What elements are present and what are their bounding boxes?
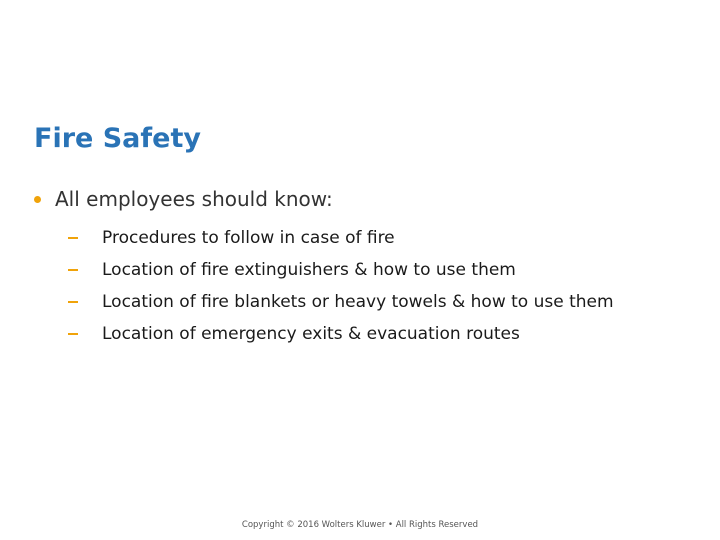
bullet-item	[34, 187, 333, 211]
sub-bullet-item	[68, 222, 614, 254]
sub-bullet-text: Procedures to follow in case of fire	[102, 228, 395, 248]
dash-icon	[68, 301, 78, 303]
dash-icon	[68, 237, 78, 239]
copyright-footer: Copyright © 2016 Wolters Kluwer • All Rights Reserved	[241, 520, 479, 530]
bullet-text: All employees should know:	[55, 187, 333, 211]
slide-title: Fire Safety	[34, 123, 201, 154]
sub-bullet-item	[68, 254, 614, 286]
sub-bullet-item	[68, 286, 614, 318]
dash-icon	[68, 269, 78, 271]
sub-bullet-text: Location of fire blankets or heavy towels & how to use them	[102, 292, 614, 312]
sub-bullet-item	[68, 318, 614, 350]
sub-bullet-text: Location of fire extinguishers & how to use them	[102, 260, 516, 280]
sub-bullet-text: Location of emergency exits & evacuation routes	[102, 324, 520, 344]
dash-icon	[68, 333, 78, 335]
bullet-dot-icon	[34, 196, 41, 203]
sub-bullet-list	[68, 222, 614, 350]
